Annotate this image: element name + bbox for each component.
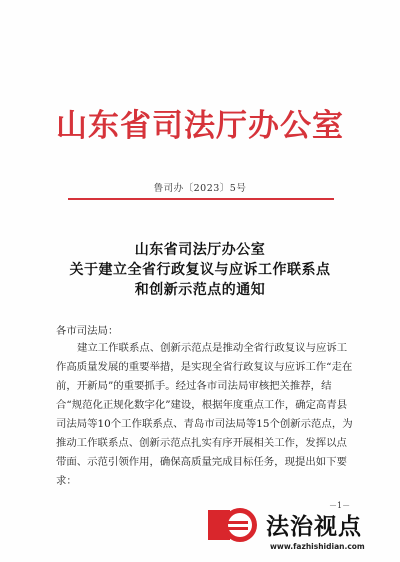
body-paragraph: 建立工作联系点、创新示范点是推动全省行政复议与应诉工作高质量发展的重要举措，是实现全省行政复议与应诉工作“走在前，开新局”的重要抓手。经过各市司法局审核把关推荐，结合“规范化正规化数字化”建设，根据年度重点工作，确定高青县司法局等10个工作联系点、青岛市司法局等15个创新示范点，为推动工作联系点、创新示范点扎实有序开展相关工作，发挥以点带面、示范引领作用，确保高质量完成目标任务，现提出如下要求： xyxy=(56,342,353,487)
notice-title-line-2: 关于建立全省行政复议与应诉工作联系点 xyxy=(69,262,331,278)
watermark-url: www.fazhishidian.com xyxy=(270,542,365,551)
page-number: －1－ xyxy=(329,501,351,510)
masthead-title: 山东省司法厅办公室 xyxy=(56,108,344,144)
notice-title-line-3: 和创新示范点的通知 xyxy=(134,282,266,298)
salutation: 各市司法局： xyxy=(56,325,119,337)
red-separator-line xyxy=(68,198,334,200)
document-number: 鲁司办〔2023〕5号 xyxy=(153,183,247,194)
notice-title-line-1: 山东省司法厅办公室 xyxy=(134,242,266,258)
watermark-logo-icon xyxy=(208,506,262,544)
watermark-brand-name: 法治视点 xyxy=(266,514,362,540)
watermark xyxy=(208,506,394,558)
